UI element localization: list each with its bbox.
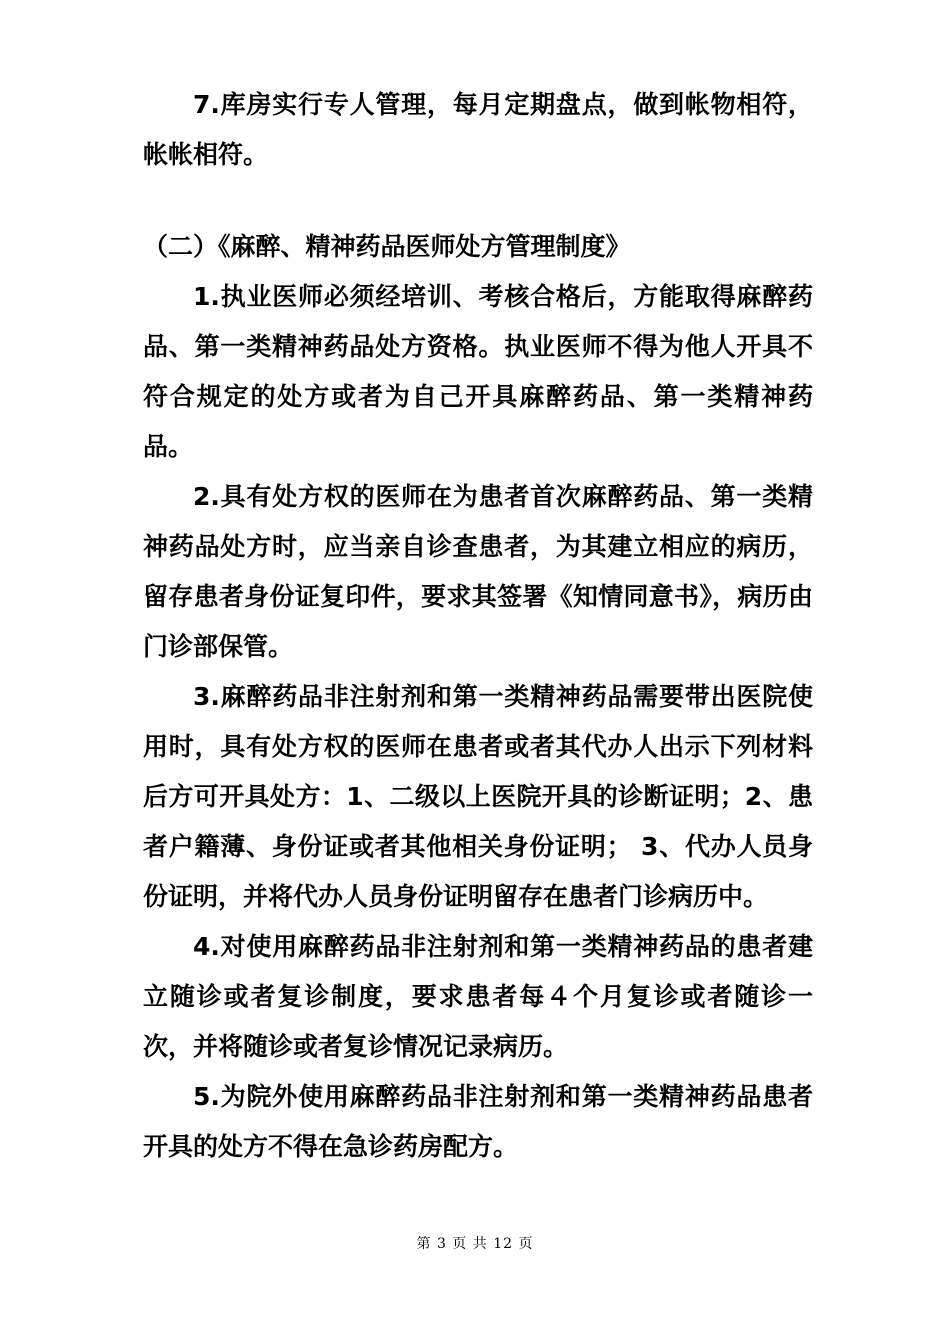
paragraph-item-7: 7.库房实行专人管理，每月定期盘点，做到帐物相符，帐帐相符。 <box>143 90 813 169</box>
paragraph-item-3: 3.麻醉药品非注射剂和第一类精神药品需要带出医院使用时，具有处方权的医师在患者或者其代办人出示下列材料后方可开具处方：1、二级以上医院开具的诊断证明；2、患者户籍薄、身份证或者其他相关身份证明； 3、代办人员身份证明，并将代办人员身份证明留存在患者门诊病历中。 <box>143 682 813 911</box>
paragraph-item-1: 1.执业医师必须经培训、考核合格后，方能取得麻醉药品、第一类精神药品处方资格。执业医师不得为他人开具不符合规定的处方或者为自己开具麻醉药品、第一类精神药品。 <box>143 282 813 461</box>
paragraph-item-5: 5.为院外使用麻醉药品非注射剂和第一类精神药品患者开具的处方不得在急诊药房配方。 <box>143 1082 813 1161</box>
document-body <box>143 80 813 1172</box>
section-heading: （二）《麻醉、精神药品医师处方管理制度》 <box>143 232 631 261</box>
paragraph-item-2: 2.具有处方权的医师在为患者首次麻醉药品、第一类精神药品处方时，应当亲自诊查患者，为其建立相应的病历，留存患者身份证复印件，要求其签署《知情同意书》，病历由门诊部保管。 <box>143 482 813 661</box>
page-number-footer: 第 3 页 共 12 页 <box>416 1236 534 1252</box>
paragraph-item-4: 4.对使用麻醉药品非注射剂和第一类精神药品的患者建立随诊或者复诊制度，要求患者每４个月复诊或者随诊一次，并将随诊或者复诊情况记录病历。 <box>143 932 813 1061</box>
